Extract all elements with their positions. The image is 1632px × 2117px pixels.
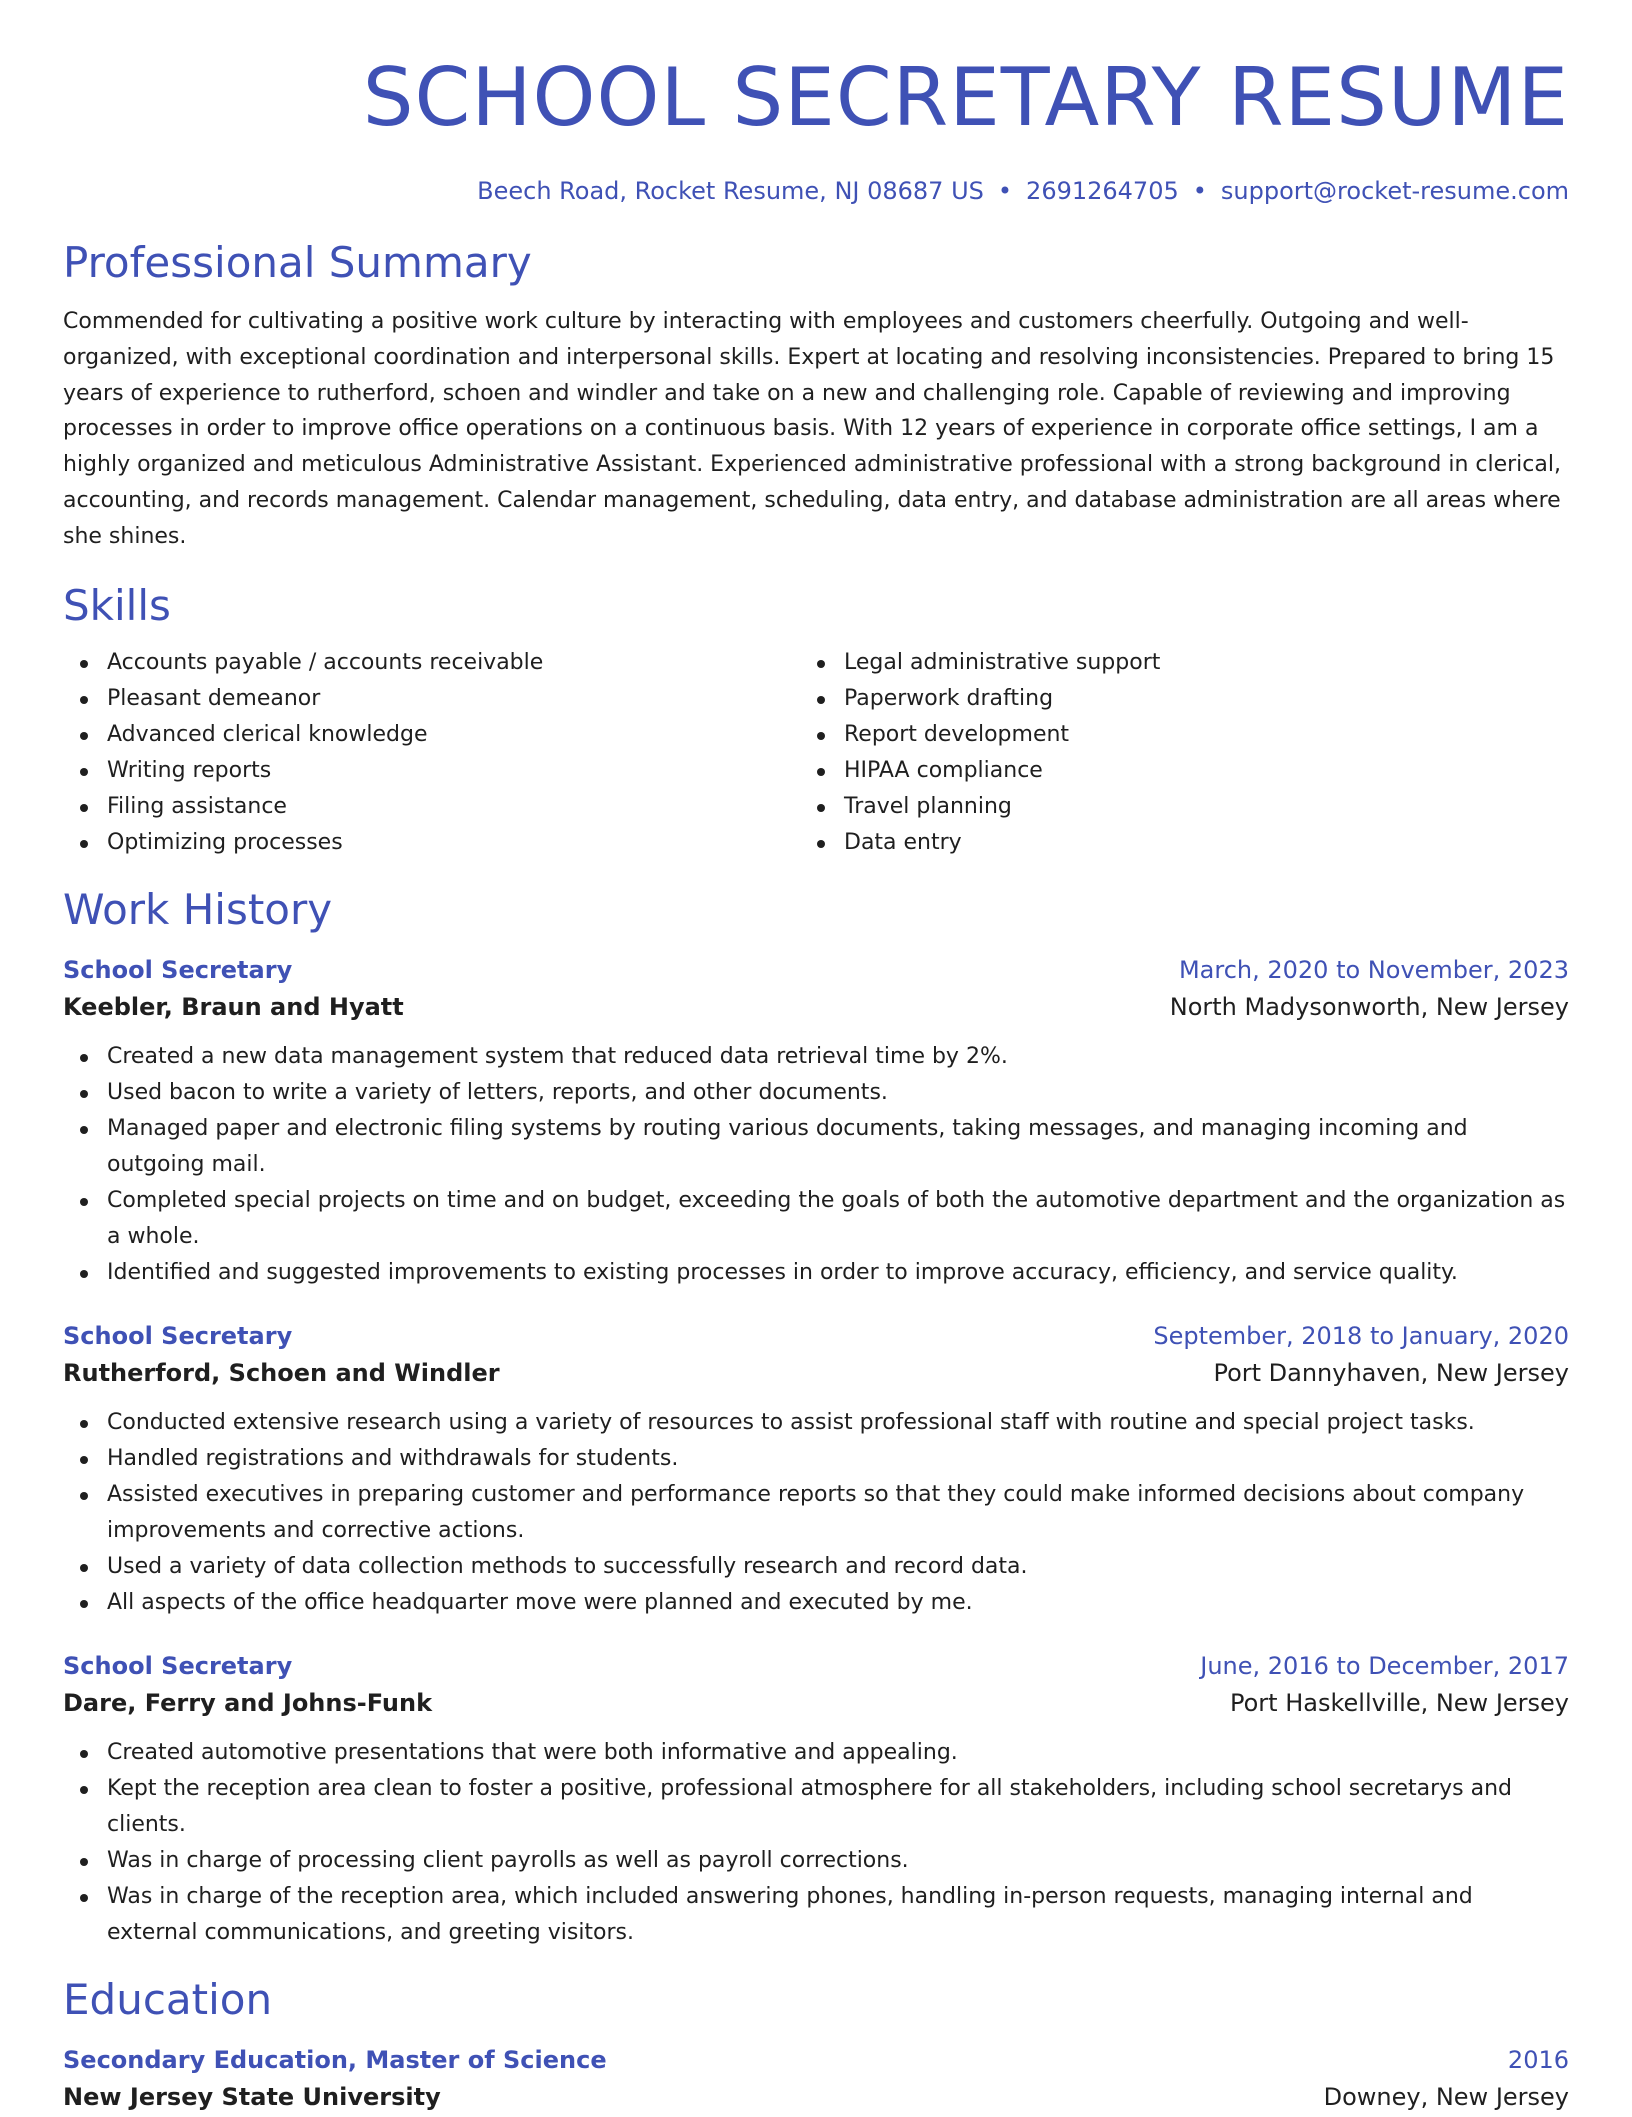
skill-item: Legal administrative support [800, 645, 1537, 681]
contact-email[interactable]: support@rocket-resume.com [1220, 177, 1569, 205]
education-section [63, 1973, 1569, 2117]
job-company-row [63, 1683, 1569, 1723]
job-duty: Managed paper and electronic filing systems by routing various documents, taking messages, and managing incoming and outgoing mail. [63, 1111, 1569, 1183]
skills-column-left [63, 645, 800, 861]
contact-separator: • [997, 177, 1013, 205]
degree-name: Secondary Education, Master of Science [63, 2045, 607, 2074]
job-duties-list [63, 1735, 1569, 1951]
job-location: Port Haskellville, New Jersey [1230, 1688, 1569, 1717]
job-duty: Handled registrations and withdrawals for students. [63, 1441, 1569, 1477]
job-duty: Conducted extensive research using a variety of resources to assist professional staff with routine and special project tasks. [63, 1405, 1569, 1441]
job-dates: June, 2016 to December, 2017 [1200, 1651, 1569, 1680]
section-heading-work-history: Work History [63, 884, 333, 934]
contact-phone: 2691264705 [1026, 177, 1179, 205]
skills-column-right [800, 645, 1537, 861]
job-duty: Was in charge of the reception area, which included answering phones, handling in-person requests, managing internal and external communications, and greeting visitors. [63, 1879, 1569, 1951]
job-title: School Secretary [63, 955, 293, 984]
job-duty: Created automotive presentations that were both informative and appealing. [63, 1735, 1569, 1771]
job-dates: September, 2018 to January, 2020 [1153, 1321, 1569, 1350]
resume-header [63, 50, 1569, 208]
job-duties-list [63, 1405, 1569, 1621]
skill-item: Data entry [800, 825, 1537, 861]
skill-item: Optimizing processes [63, 825, 800, 861]
job-header-row [63, 1319, 1569, 1353]
skill-item: Filing assistance [63, 789, 800, 825]
skill-item: HIPAA compliance [800, 753, 1537, 789]
skill-item: Advanced clerical knowledge [63, 717, 800, 753]
work-history-section [63, 883, 1569, 1951]
summary-text: Commended for cultivating a positive work culture by interacting with employees and customers cheerfully. Outgoing and well-organized, with exceptional coordination and interpersonal skills. Expert at locating and resolving inconsistencies. Prepared to bring 15 years of experience to rutherford, schoen and windler and take on a new and challenging role. Capable of reviewing and improving processes in order to improve office operations on a continuous basis. With 12 years of experience in corporate office settings, I am a highly organized and meticulous Administrative Assistant. Experienced administrative professional with a strong background in clerical, accounting, and records management. Calendar management, scheduling, data entry, and database administration are all areas where she shines. [63, 309, 1561, 549]
skill-item: Report development [800, 717, 1537, 753]
job-duty: Kept the reception area clean to foster a positive, professional atmosphere for all stakeholders, including school secretarys and clients. [63, 1771, 1569, 1843]
company-name: Dare, Ferry and Johns-Funk [63, 1688, 433, 1717]
job-duties-list [63, 1039, 1569, 1291]
job-duty: Used a variety of data collection methods to successfully research and record data. [63, 1549, 1569, 1585]
company-name: Rutherford, Schoen and Windler [63, 1358, 500, 1387]
job-header-row [63, 953, 1569, 987]
resume-title: SCHOOL SECRETARY RESUME [362, 51, 1569, 144]
job-duty: Identified and suggested improvements to existing processes in order to improve accuracy, efficiency, and service quality. [63, 1255, 1569, 1291]
job-entry [63, 953, 1569, 1291]
skills-section [63, 579, 1569, 861]
job-title: School Secretary [63, 1651, 293, 1680]
education-entry [63, 2043, 1569, 2117]
education-header-row [63, 2043, 1569, 2077]
job-duty: All aspects of the office headquarter move were planned and executed by me. [63, 1585, 1569, 1621]
job-location: North Madysonworth, New Jersey [1169, 992, 1569, 1021]
job-dates: March, 2020 to November, 2023 [1178, 955, 1569, 984]
job-duty: Used bacon to write a variety of letters, reports, and other documents. [63, 1075, 1569, 1111]
job-location: Port Dannyhaven, New Jersey [1213, 1358, 1569, 1387]
job-duty: Was in charge of processing client payrolls as well as payroll corrections. [63, 1843, 1569, 1879]
skill-item: Paperwork drafting [800, 681, 1537, 717]
education-school-row [63, 2077, 1569, 2117]
job-entry [63, 1649, 1569, 1951]
graduation-year: 2016 [1507, 2045, 1569, 2074]
job-header-row [63, 1649, 1569, 1683]
skill-item: Accounts payable / accounts receivable [63, 645, 800, 681]
skills-grid [63, 645, 1569, 861]
job-company-row [63, 987, 1569, 1027]
professional-summary-section [63, 236, 1569, 555]
job-duty: Assisted executives in preparing customer and performance reports so that they could make informed decisions about company improvements and corrective actions. [63, 1477, 1569, 1549]
contact-line [63, 174, 1569, 208]
section-heading-skills: Skills [63, 580, 171, 630]
school-location: Downey, New Jersey [1323, 2082, 1569, 2111]
contact-address: Beech Road, Rocket Resume, NJ 08687 US [477, 177, 984, 205]
contact-separator: • [1192, 177, 1207, 205]
job-duty: Completed special projects on time and on budget, exceeding the goals of both the automotive department and the organization as a whole. [63, 1183, 1569, 1255]
skill-item: Travel planning [800, 789, 1537, 825]
school-name: New Jersey State University [63, 2082, 441, 2111]
job-company-row [63, 1353, 1569, 1393]
section-heading-education: Education [63, 1974, 273, 2024]
job-entry [63, 1319, 1569, 1621]
skill-item: Pleasant demeanor [63, 681, 800, 717]
job-duty: Created a new data management system that reduced data retrieval time by 2%. [63, 1039, 1569, 1075]
skill-item: Writing reports [63, 753, 800, 789]
section-heading-summary: Professional Summary [63, 238, 532, 287]
job-title: School Secretary [63, 1321, 293, 1350]
company-name: Keebler, Braun and Hyatt [63, 992, 404, 1021]
